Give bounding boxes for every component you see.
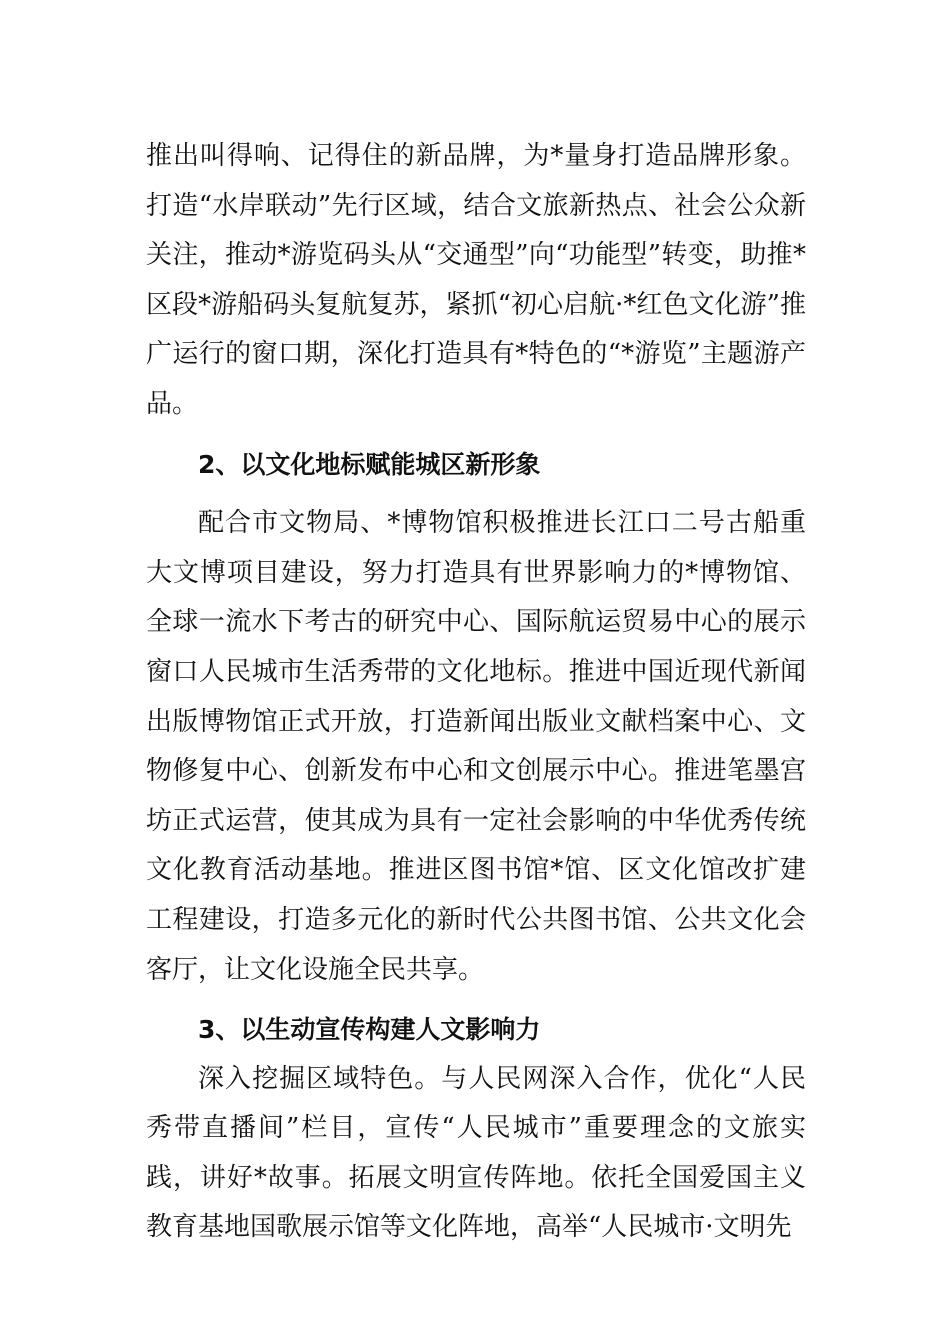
- section-heading-publicity: 3、以生动宣传构建人文影响力: [198, 1015, 541, 1045]
- paragraph-cultural-landmarks: 配合市文物局、*博物馆积极推进长江口二号古船重大文博项目建设，努力打造具有世界影响力的*博物馆、全球一流水下考古的研究中心、国际航运贸易中心的展示窗口人民城市生活秀带的文化地标。推进中国近现代新闻出版博物馆正式开放，打造新闻出版业文献档案中心、文物修复中心、创新发布中心和文创展示中心。推进笔墨宫坊正式运营，使其成为具有一定社会影响的中华优秀传统文化教育活动基地。推进区图书馆*馆、区文化馆改扩建工程建设，打造多元化的新时代公共图书馆、公共文化会客厅，让文化设施全民共享。: [146, 508, 806, 985]
- paragraph-brand-promotion: 推出叫得响、记得住的新品牌，为*量身打造品牌形象。打造“水岸联动”先行区域，结合文旅新热点、社会公众新关注，推动*游览码头从“交通型”向“功能型”转变，助推*区段*游船码头复航复苏，紧抓“初心启航·*红色文化游”推广运行的窗口期，深化打造具有*特色的“*游览”主题游产品。: [146, 141, 806, 419]
- section-heading-cultural-landmarks: 2、以文化地标赋能城区新形象: [198, 449, 541, 479]
- document-body: [146, 132, 806, 1253]
- paragraph-publicity: 深入挖掘区域特色。与人民网深入合作，优化“人民秀带直播间”栏目，宣传“人民城市”重要理念的文旅实践，讲好*故事。拓展文明宣传阵地。依托全国爱国主义教育基地国歌展示馆等文化阵地，高举“人民城市·文明先: [146, 1063, 806, 1243]
